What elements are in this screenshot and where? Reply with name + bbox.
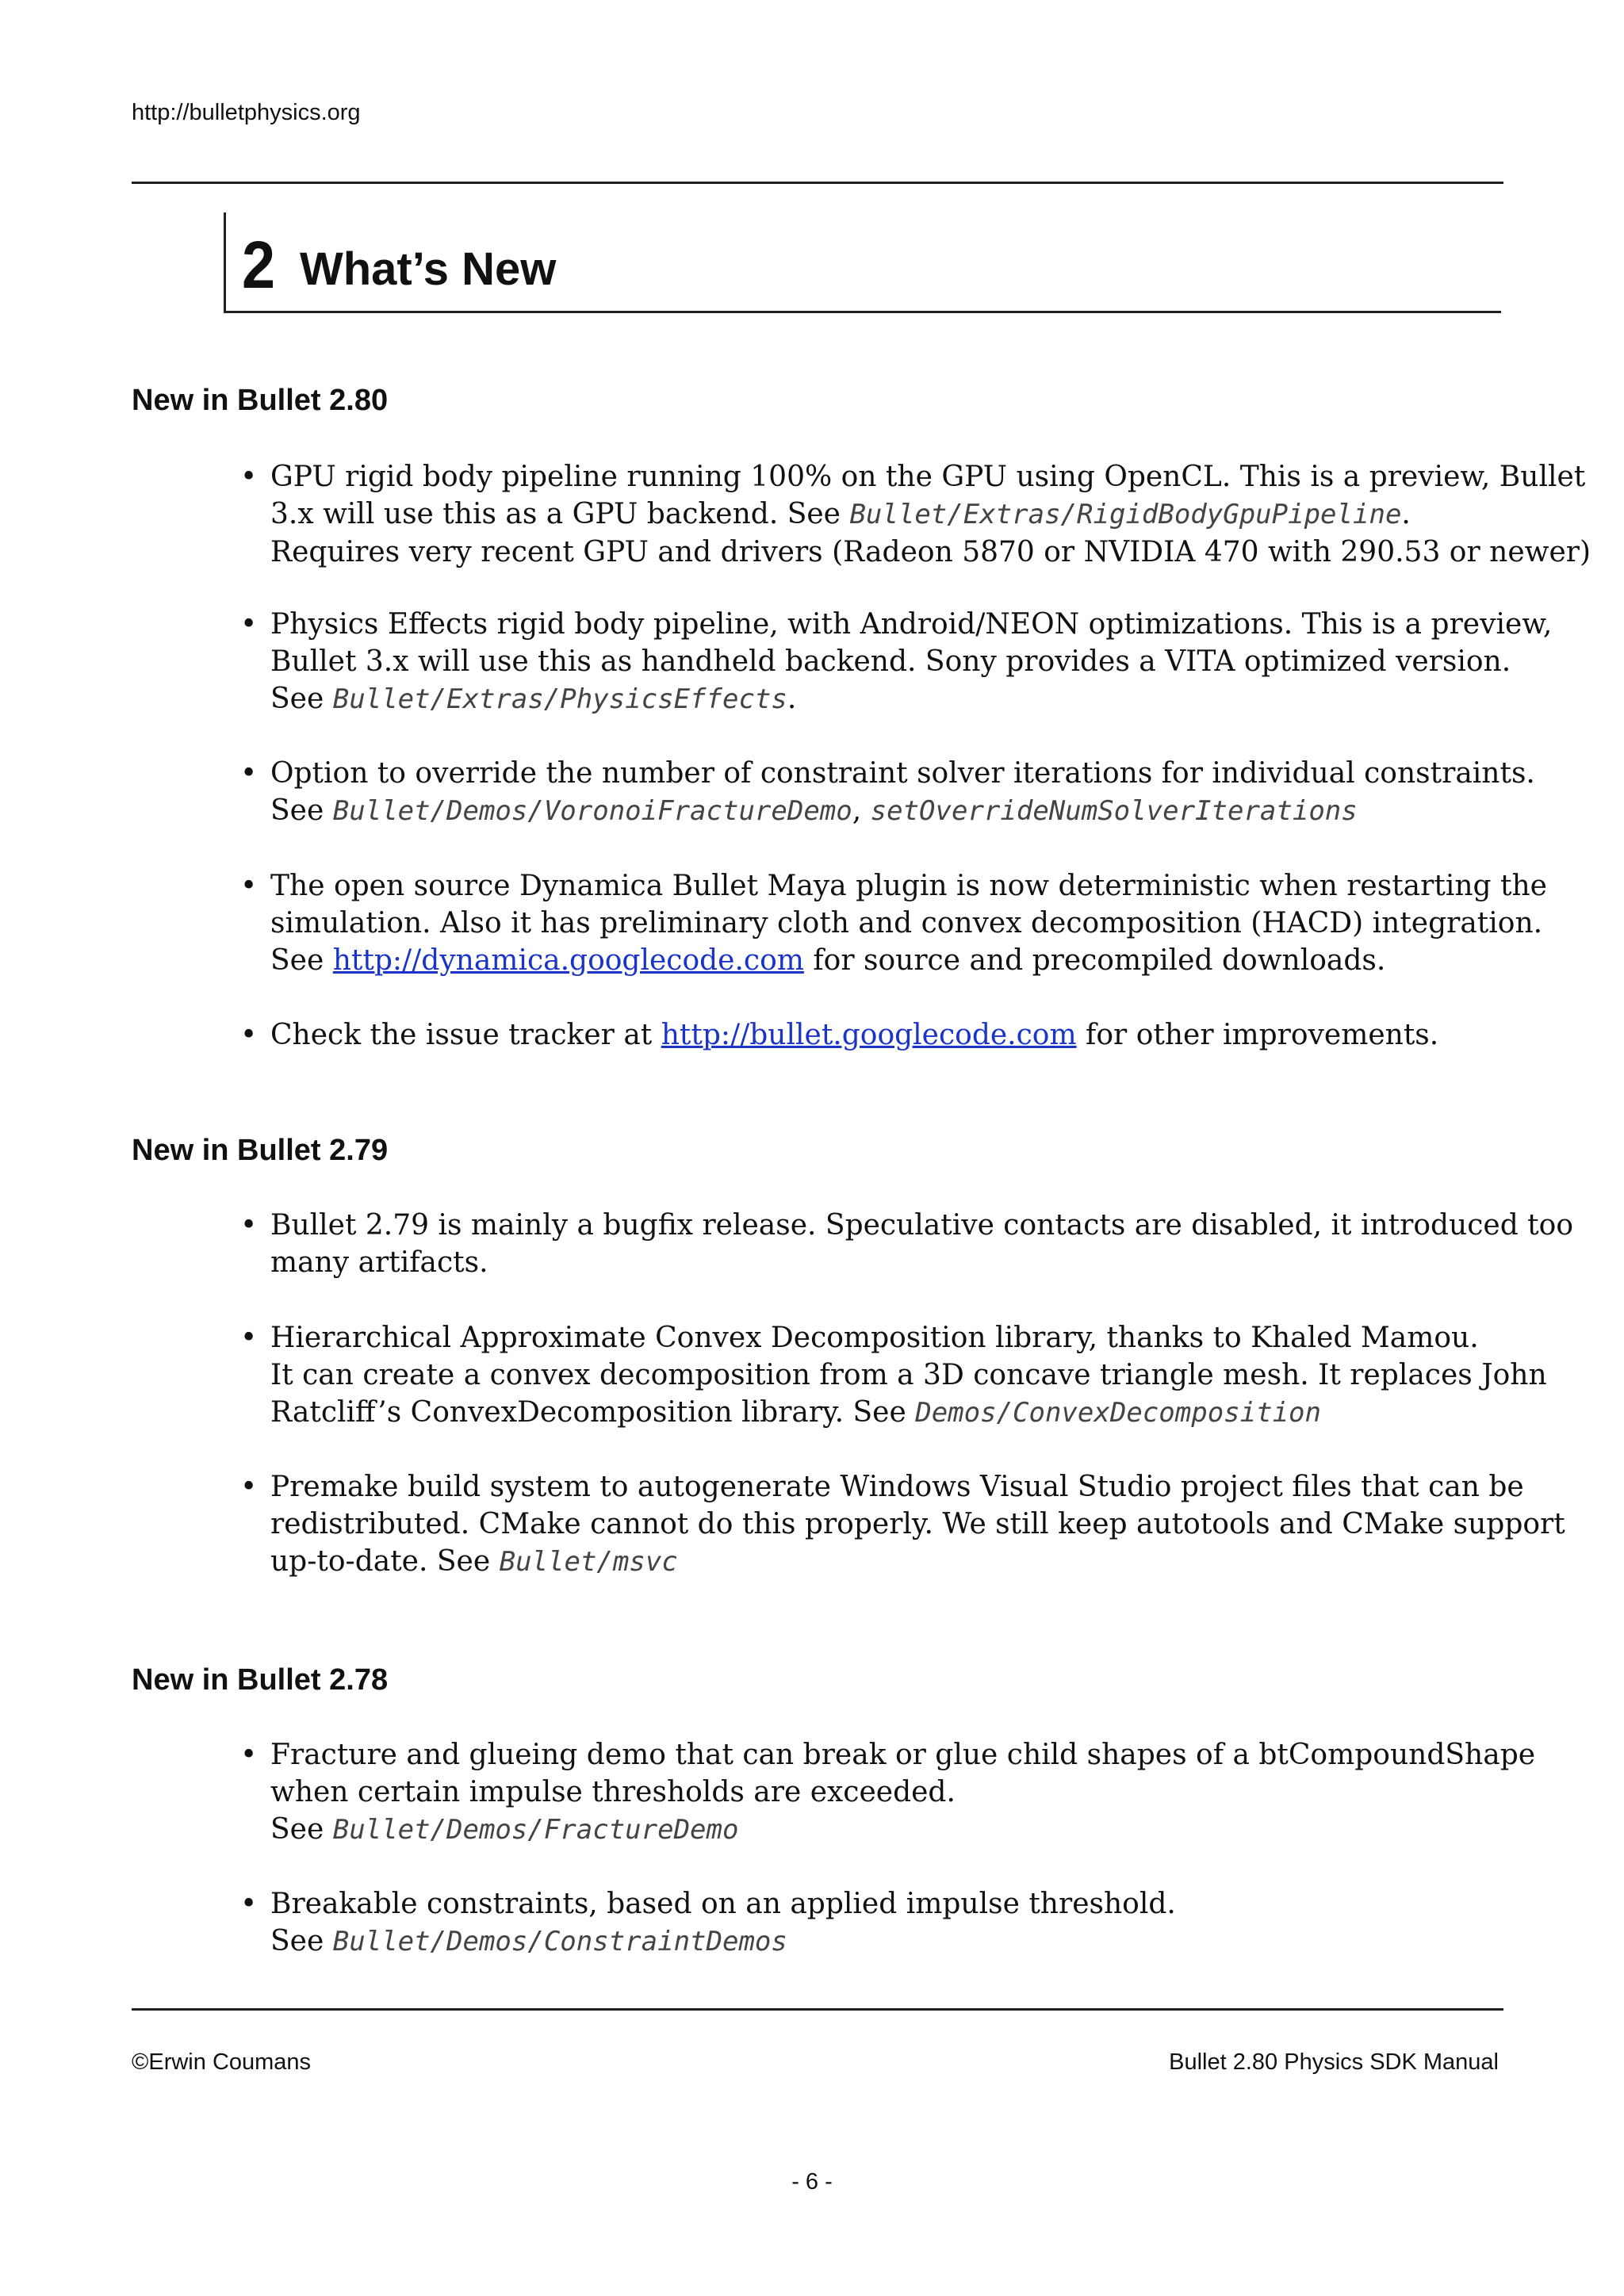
bullet-text: many artifacts. [270, 1246, 488, 1279]
bullet-text: Ratcliff’s ConvexDecomposition library. See [270, 1396, 916, 1429]
code-path: Demos/ConvexDecomposition [915, 1397, 1321, 1429]
bullet-text: . [787, 683, 797, 715]
footer-author: ©Erwin Coumans [132, 2049, 312, 2075]
list-item [240, 755, 1535, 830]
bullet-text: simulation. Also it has preliminary cloth and convex decomposition (HACD) integration. [270, 907, 1543, 939]
bullet-text: It can create a convex decomposition from a 3D concave triangle mesh. It replaces John [270, 1359, 1547, 1391]
list-item [240, 1207, 1573, 1281]
code-path: Bullet/Extras/RigidBodyGpuPipeline [849, 499, 1402, 530]
bullet-icon: • [240, 870, 258, 902]
header-url: http://bulletphysics.org [132, 100, 361, 125]
code-identifier: setOverrideNumSolverIterations [870, 795, 1358, 827]
code-path: Bullet/Extras/PhysicsEffects [332, 683, 787, 715]
bullet-text: when certain impulse thresholds are exceeded. [270, 1776, 956, 1808]
bullet-icon: • [240, 1739, 258, 1771]
dynamica-link[interactable]: http://dynamica.googlecode.com [332, 944, 804, 977]
list-item [242, 1885, 1511, 1961]
section-title-2-80: New in Bullet 2.80 [132, 384, 389, 417]
bullet-icon: • [240, 1888, 258, 1920]
bullet-text: The open source Dynamica Bullet Maya plugin is now deterministic when restarting the [270, 870, 1547, 902]
bullet-text: redistributed. CMake cannot do this properly. We still keep autotools and CMake support [270, 1508, 1565, 1540]
list-item [240, 606, 1553, 718]
chapter-heading [224, 212, 1501, 313]
page-number: - 6 - [791, 2169, 833, 2195]
list-item [240, 458, 1591, 571]
bullet-text: for source and precompiled downloads. [803, 944, 1386, 977]
bullet-text: Hierarchical Approximate Convex Decomposition library, thanks to Khaled Mamou. [270, 1322, 1479, 1354]
bullet-text: Option to override the number of constraint solver iterations for individual constraints. [270, 757, 1535, 790]
section-title-2-79: New in Bullet 2.79 [132, 1134, 389, 1167]
bullet-text: Physics Effects rigid body pipeline, with Android/NEON optimizations. This is a preview, [270, 608, 1553, 641]
section-title-2-78: New in Bullet 2.78 [132, 1663, 389, 1697]
list-item [242, 1016, 1511, 1054]
bullet-text: See [270, 944, 333, 977]
footer-divider [132, 2008, 1503, 2011]
list-item [240, 1468, 1565, 1581]
bullet-icon: • [240, 1322, 258, 1354]
bullet-text: GPU rigid body pipeline running 100% on the GPU using OpenCL. This is a preview, Bullet [270, 461, 1586, 493]
bullet-text: Premake build system to autogenerate Windows Visual Studio project files that can be [270, 1471, 1524, 1503]
bullet-text: . [1401, 498, 1411, 530]
code-path: Bullet/msvc [499, 1546, 678, 1578]
bullet-text: See [270, 683, 333, 715]
bullet-text: up-to-date. See [270, 1545, 500, 1578]
list-item [240, 1736, 1536, 1849]
bullet-text: Bullet 3.x will use this as handheld backend. Sony provides a VITA optimized version. [270, 645, 1511, 678]
bullet-text: Bullet 2.79 is mainly a bugfix release. Speculative contacts are disabled, it introduced too [270, 1209, 1573, 1242]
bullet-text: Fracture and glueing demo that can break or glue child shapes of a btCompoundShape [270, 1739, 1536, 1771]
code-path: Bullet/Demos/VoronoiFractureDemo [332, 795, 852, 827]
bullet-icon: • [240, 1471, 258, 1503]
bullet-text: Check the issue tracker at [270, 1019, 661, 1051]
chapter-number: 2 [242, 228, 276, 302]
code-path: Bullet/Demos/FractureDemo [332, 1814, 739, 1846]
bullet-text: See [270, 794, 333, 827]
bullet-text: See [270, 1925, 333, 1957]
bullet-text: 3.x will use this as a GPU backend. See [270, 498, 850, 530]
bullet-icon: • [240, 1209, 258, 1242]
bullet-icon: • [240, 1019, 258, 1051]
issue-tracker-link[interactable]: http://bullet.googlecode.com [661, 1019, 1077, 1051]
bullet-icon: • [240, 757, 258, 790]
chapter-title: What’s New [300, 243, 557, 295]
bullet-icon: • [240, 608, 258, 641]
bullet-icon: • [240, 461, 258, 493]
list-item [240, 1319, 1547, 1432]
code-path: Bullet/Demos/ConstraintDemos [332, 1926, 787, 1957]
bullet-text: See [270, 1813, 333, 1846]
bullet-text: for other improvements. [1076, 1019, 1439, 1051]
header-divider [132, 182, 1503, 184]
bullet-text: Requires very recent GPU and drivers (Radeon 5870 or NVIDIA 470 with 290.53 or newer) [270, 536, 1591, 568]
bullet-text: , [852, 794, 871, 827]
bullet-text: Breakable constraints, based on an applied impulse threshold. [270, 1888, 1176, 1920]
list-item [240, 867, 1547, 979]
footer-manual-title: Bullet 2.80 Physics SDK Manual [1169, 2049, 1499, 2075]
